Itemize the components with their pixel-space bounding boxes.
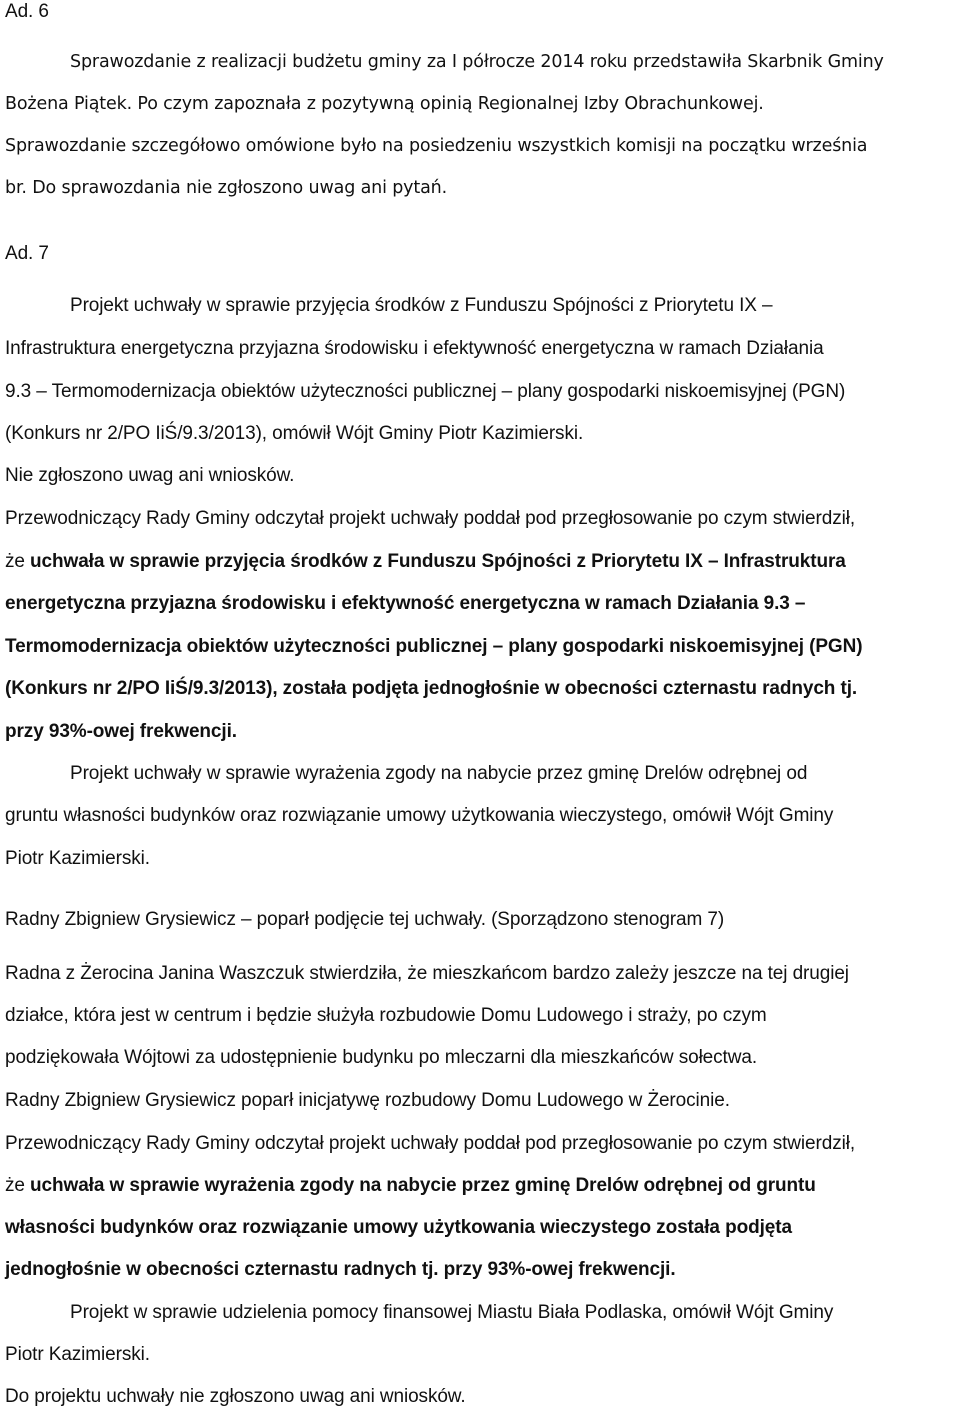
project1-line: (Konkurs nr 2/PO IiŚ/9.3/2013), omówił Wójt Gminy Piotr Kazimierski. [5,423,584,444]
ad6-paragraph-line: br. Do sprawozdania nie zgłoszono uwag ani pytań. [5,178,448,198]
discussion-line: działce, która jest w centrum i będzie służyła rozbudowie Domu Ludowego i straży, po czym [5,1005,767,1026]
project1-line: Projekt uchwały w sprawie przyjęcia środków z Funduszu Spójności z Priorytetu IX – [70,295,773,316]
ad6-paragraph-line: Bożena Piątek. Po czym zapoznała z pozytywną opinią Regionalnej Izby Obrachunkowej. [5,94,764,114]
resolution2-bold-text: uchwała w sprawie wyrażenia zgody na nabycie przez gminę Drelów odrębnej od gruntu [30,1175,816,1196]
resolution1-line: Termomodernizacja obiektów użyteczności publicznej – plany gospodarki niskoemisyjnej (PGN) [5,636,863,657]
section-heading-ad7: Ad. 7 [5,243,49,264]
discussion-line: podziękowała Wójtowi za udostępnienie budynku po mleczarni dla mieszkańców sołectwa. [5,1047,757,1068]
project1-line: Przewodniczący Rady Gminy odczytał projekt uchwały poddał pod przegłosowanie po czym stwierdził, [5,508,856,529]
project1-line: 9.3 – Termomodernizacja obiektów użyteczności publicznej – plany gospodarki niskoemisyjnej (PGN) [5,381,846,402]
discussion-line: Radny Zbigniew Grysiewicz – poparł podjęcie tej uchwały. (Sporządzono stenogram 7) [5,909,725,930]
discussion-line: Przewodniczący Rady Gminy odczytał projekt uchwały poddał pod przegłosowanie po czym stwierdził, [5,1133,856,1154]
project3-line: Projekt w sprawie udzielenia pomocy finansowej Miastu Biała Podlaska, omówił Wójt Gminy [70,1302,834,1323]
resolution2-prefix: że [5,1175,31,1196]
section-heading-ad6: Ad. 6 [5,1,49,22]
project2-line: Projekt uchwały w sprawie wyrażenia zgody na nabycie przez gminę Drelów odrębnej od [70,763,808,784]
discussion-line: Radny Zbigniew Grysiewicz poparł inicjatywę rozbudowy Domu Ludowego w Żerocinie. [5,1090,730,1111]
project3-line: Do projektu uchwały nie zgłoszono uwag ani wniosków. [5,1386,466,1407]
project2-line: gruntu własności budynków oraz rozwiązanie umowy użytkowania wieczystego, omówił Wójt Gminy [5,805,834,826]
resolution2-line: własności budynków oraz rozwiązanie umowy użytkowania wieczystego została podjęta [5,1217,792,1238]
resolution1-line: (Konkurs nr 2/PO IiŚ/9.3/2013), została podjęta jednogłośnie w obecności czternastu radnych tj. [5,678,858,699]
resolution1-line: energetyczna przyjazna środowisku i efektywność energetyczna w ramach Działania 9.3 – [5,593,806,614]
discussion-line: Radna z Żerocina Janina Waszczuk stwierdziła, że mieszkańcom bardzo zależy jeszcze na tej drugiej [5,963,849,984]
project1-line: Nie zgłoszono uwag ani wniosków. [5,465,295,486]
project3-line: Piotr Kazimierski. [5,1344,150,1365]
resolution1-line: przy 93%-owej frekwencji. [5,721,237,742]
resolution1-prefix: że [5,551,31,572]
project1-line: Infrastruktura energetyczna przyjazna środowisku i efektywność energetyczna w ramach Działania [5,338,824,359]
project2-line: Piotr Kazimierski. [5,848,150,869]
resolution2-line [5,1174,955,1198]
ad6-paragraph-line: Sprawozdanie szczegółowo omówione było na posiedzeniu wszystkich komisji na początku września [5,136,868,156]
resolution1-bold-text: uchwała w sprawie przyjęcia środków z Funduszu Spójności z Priorytetu IX – Infrastruktura [30,551,846,572]
resolution1-line [5,550,955,574]
ad6-paragraph-line: Sprawozdanie z realizacji budżetu gminy za I półrocze 2014 roku przedstawiła Skarbnik Gminy [70,52,884,72]
resolution2-line: jednogłośnie w obecności czternastu radnych tj. przy 93%-owej frekwencji. [5,1259,676,1280]
